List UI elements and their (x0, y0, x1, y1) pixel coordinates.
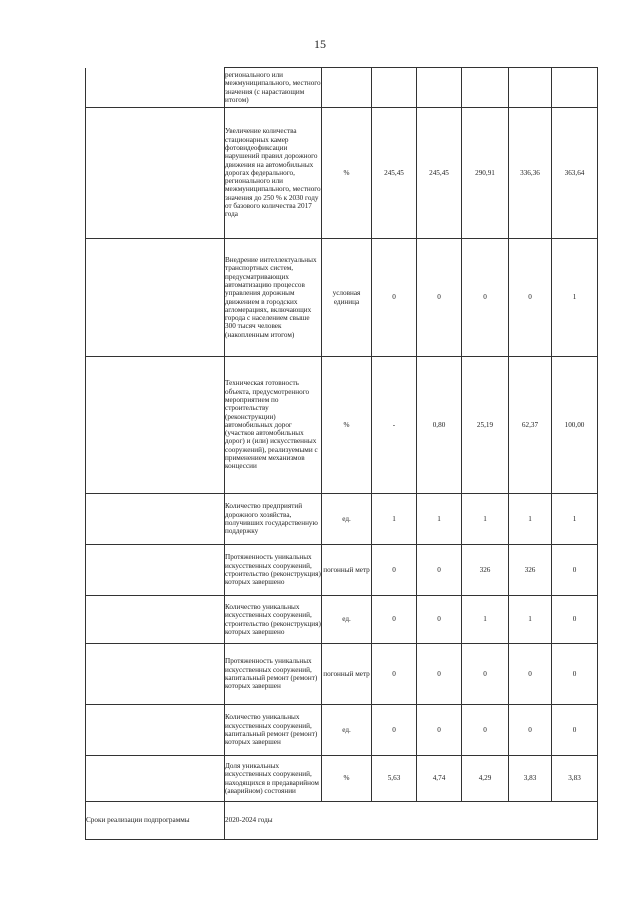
table-row (86, 68, 598, 108)
value-cell: 0 (552, 596, 598, 644)
unit-cell: ед. (322, 596, 372, 644)
value-cell: 1 (417, 494, 462, 545)
unit-cell: % (322, 756, 372, 802)
value-cell (462, 68, 509, 108)
table-row (86, 596, 598, 644)
empty-lead-cell (86, 239, 225, 357)
value-cell: 0 (372, 644, 417, 705)
empty-lead-cell (86, 357, 225, 494)
value-cell: 3,83 (552, 756, 598, 802)
value-cell: 0 (462, 644, 509, 705)
value-cell: 0 (417, 644, 462, 705)
table-row (86, 545, 598, 596)
value-cell: - (372, 357, 417, 494)
value-cell: 3,83 (509, 756, 552, 802)
indicator-name-cell: Протяженность уникальных искусственных сооружений, строительство (реконструкция) которых завершено (225, 545, 322, 596)
unit-cell: % (322, 108, 372, 239)
unit-cell: ед. (322, 494, 372, 545)
table-row (86, 644, 598, 705)
unit-cell: условная единица (322, 239, 372, 357)
indicator-name-cell: регионального или межмуниципального, местного значения (с нарастающим итогом) (225, 68, 322, 108)
value-cell: 0 (552, 545, 598, 596)
value-cell: 0 (417, 705, 462, 756)
value-cell: 336,36 (509, 108, 552, 239)
value-cell (372, 68, 417, 108)
indicator-name-cell: Протяженность уникальных искусственных сооружений, капитальный ремонт (ремонт) которых завершен (225, 644, 322, 705)
table-row (86, 494, 598, 545)
value-cell (509, 68, 552, 108)
value-cell (417, 68, 462, 108)
empty-lead-cell (86, 644, 225, 705)
value-cell: 0,80 (417, 357, 462, 494)
value-cell: 326 (509, 545, 552, 596)
indicator-name-cell: Увеличение количества стационарных камер фотовидеофиксации нарушений правил дорожного движения на автомобильных дорогах федерального, регионального или межмуниципального, местного значения до 250 % к 2030 году от базового количества 2017 года (225, 108, 322, 239)
indicators-table (85, 67, 598, 840)
value-cell: 0 (372, 596, 417, 644)
value-cell: 245,45 (417, 108, 462, 239)
value-cell: 25,19 (462, 357, 509, 494)
indicator-name-cell: Количество уникальных искусственных сооружений, капитальный ремонт (ремонт) которых завершен (225, 705, 322, 756)
value-cell: 0 (372, 239, 417, 357)
value-cell: 363,64 (552, 108, 598, 239)
value-cell: 1 (509, 494, 552, 545)
indicator-name-cell: Техническая готовность объекта, предусмотренного мероприятием по строительству (реконструкции) автомобильных дорог (участков автомобильных дорог) и (или) искусственных сооружений), реализуемыми с применением механизмов концессии (225, 357, 322, 494)
indicator-name-cell: Количество предприятий дорожного хозяйства, получивших государственную поддержку (225, 494, 322, 545)
value-cell: 0 (462, 705, 509, 756)
value-cell: 0 (372, 545, 417, 596)
unit-cell: ед. (322, 705, 372, 756)
value-cell: 0 (462, 239, 509, 357)
indicator-name-cell: Количество уникальных искусственных сооружений, строительство (реконструкция) которых завершено (225, 596, 322, 644)
value-cell: 62,37 (509, 357, 552, 494)
value-cell: 0 (552, 705, 598, 756)
value-cell: 1 (552, 494, 598, 545)
value-cell: 0 (509, 644, 552, 705)
value-cell: 1 (462, 494, 509, 545)
unit-cell: погонный метр (322, 644, 372, 705)
value-cell: 0 (417, 596, 462, 644)
value-cell: 0 (552, 644, 598, 705)
value-cell: 100,00 (552, 357, 598, 494)
value-cell (552, 68, 598, 108)
empty-lead-cell (86, 756, 225, 802)
value-cell: 1 (372, 494, 417, 545)
indicator-name-cell: Внедрение интеллектуальных транспортных систем, предусматривающих автоматизацию процессов управления дорожным движением в городских агломерациях, включающих города с населением свыше 300 тысяч человек (накопленным итогом) (225, 239, 322, 357)
indicator-name-cell: Доля уникальных искусственных сооружений, находящихся в предаварийном (аварийном) состоянии (225, 756, 322, 802)
value-cell: 1 (509, 596, 552, 644)
value-cell: 1 (462, 596, 509, 644)
empty-lead-cell (86, 108, 225, 239)
table-row (86, 239, 598, 357)
empty-lead-cell (86, 705, 225, 756)
unit-cell (322, 68, 372, 108)
table-row (86, 357, 598, 494)
value-cell: 5,63 (372, 756, 417, 802)
empty-lead-cell (86, 545, 225, 596)
value-cell: 1 (552, 239, 598, 357)
value-cell: 245,45 (372, 108, 417, 239)
value-cell: 0 (417, 545, 462, 596)
table-row (86, 705, 598, 756)
value-cell: 0 (417, 239, 462, 357)
value-cell: 0 (509, 239, 552, 357)
value-cell: 326 (462, 545, 509, 596)
indicators-table-body (86, 68, 598, 840)
page-number: 15 (314, 37, 326, 51)
empty-lead-cell (86, 494, 225, 545)
unit-cell: погонный метр (322, 545, 372, 596)
implementation-period-label: Сроки реализации подпрограммы (86, 802, 225, 840)
value-cell: 4,74 (417, 756, 462, 802)
table-row (86, 108, 598, 239)
value-cell: 290,91 (462, 108, 509, 239)
empty-lead-cell (86, 68, 225, 108)
empty-lead-cell (86, 596, 225, 644)
value-cell: 0 (372, 705, 417, 756)
implementation-period-value: 2020-2024 годы (225, 802, 598, 840)
implementation-period-row (86, 802, 598, 840)
unit-cell: % (322, 357, 372, 494)
table-row (86, 756, 598, 802)
value-cell: 4,29 (462, 756, 509, 802)
value-cell: 0 (509, 705, 552, 756)
